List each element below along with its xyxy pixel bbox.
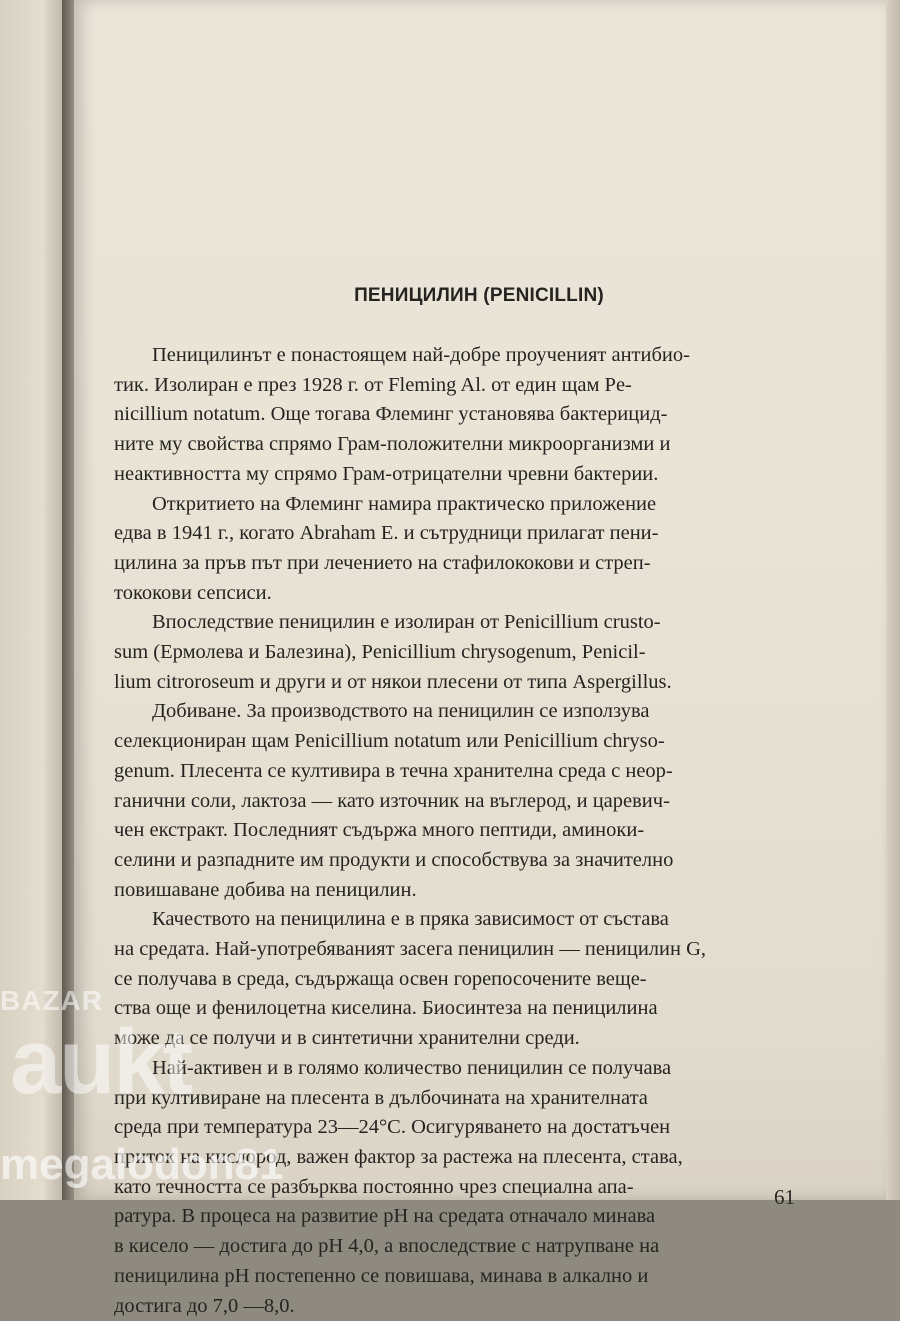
text-line: чен екстракт. Последният съдържа много пептиди, аминоки- xyxy=(114,816,814,846)
text-line: ните му свойства спрямо Грам-положителни микроорганизми и xyxy=(114,430,814,460)
text-line: ганични соли, лактоза — като източник на въглерод, и царевич- xyxy=(114,787,814,817)
text-line: sum (Ермолева и Балезина), Penicillium chrysogenum, Penicil- xyxy=(114,638,814,668)
text-line: достига до 7,0 —8,0. xyxy=(114,1292,814,1321)
text-line: nicillium notatum. Още тогава Флеминг установява бактерицид- xyxy=(114,400,814,430)
text-line: при култивиране на плесента в дълбочината на хранителната xyxy=(114,1084,814,1114)
text-line: едва в 1941 г., когато Abraham E. и сътрудници прилагат пени- xyxy=(114,519,814,549)
watermark-username: megalodon81 xyxy=(0,1140,284,1190)
text-line: се получава в среда, съдържаща освен горепосочените веще- xyxy=(114,965,814,995)
body-text xyxy=(114,341,814,1321)
text-line: среда при температура 23—24°C. Осигуряването на достатъчен xyxy=(114,1113,814,1143)
right-page-edge xyxy=(886,0,900,1200)
text-line: ратура. В процеса на развитие pH на средата отначало минава xyxy=(114,1202,814,1232)
text-line: в кисело — достига до pH 4,0, а впоследствие с натрупване на xyxy=(114,1232,814,1262)
text-line: приток на кислород, важен фактор за растежа на плесента, става, xyxy=(114,1143,814,1173)
text-line: Пеницилинът е понастоящем най-добре проученият антибио- xyxy=(114,341,814,371)
text-line: Впоследствие пеницилин е изолиран от Penicillium crusto- xyxy=(114,608,814,638)
text-line: на средата. Най-употребяваният засега пеницилин — пеницилин G, xyxy=(114,935,814,965)
watermark-logo: aukt xyxy=(10,1010,191,1115)
text-line: селини и разпадните им продукти и способствува за значително xyxy=(114,846,814,876)
page-number: 61 xyxy=(774,1185,795,1210)
book-page xyxy=(74,0,886,1200)
page-heading: ПЕНИЦИЛИН (PENICILLIN) xyxy=(144,285,814,307)
text-line: тик. Изолиран е през 1928 г. от Fleming Al. от един щам Pe- xyxy=(114,371,814,401)
text-line: genum. Плесента се култивира в течна хранителна среда с неор- xyxy=(114,757,814,787)
text-line: Най-активен и в голямо количество пеницилин се получава xyxy=(114,1054,814,1084)
text-line: като течността се разбърква постоянно чрез специална апа- xyxy=(114,1173,814,1203)
text-line: може да се получи и в синтетични хранителни среди. xyxy=(114,1024,814,1054)
text-line: lium citroroseum и други и от някои плесени от типа Aspergillus. xyxy=(114,668,814,698)
text-line: тококови сепсиси. xyxy=(114,579,814,609)
text-line: ства още и фенилоцетна киселина. Биосинтеза на пеницилина xyxy=(114,994,814,1024)
page-text xyxy=(114,285,814,1321)
watermark-brand: BAZAR xyxy=(0,985,103,1017)
text-line: селекциониран щам Penicillium notatum или Penicillium chryso- xyxy=(114,727,814,757)
text-line: неактивността му спрямо Грам-отрицателни чревни бактерии. xyxy=(114,460,814,490)
text-line: пеницилина pH постепенно се повишава, минава в алкално и xyxy=(114,1262,814,1292)
text-line: Добиване. За производството на пеницилин се използува xyxy=(114,697,814,727)
text-line: цилина за пръв път при лечението на стафилококови и стреп- xyxy=(114,549,814,579)
left-page-edge xyxy=(0,0,70,1200)
text-line: Откритието на Флеминг намира практическо приложение xyxy=(114,490,814,520)
text-line: Качеството на пеницилина е в пряка зависимост от състава xyxy=(114,905,814,935)
text-line: повишаване добива на пеницилин. xyxy=(114,876,814,906)
